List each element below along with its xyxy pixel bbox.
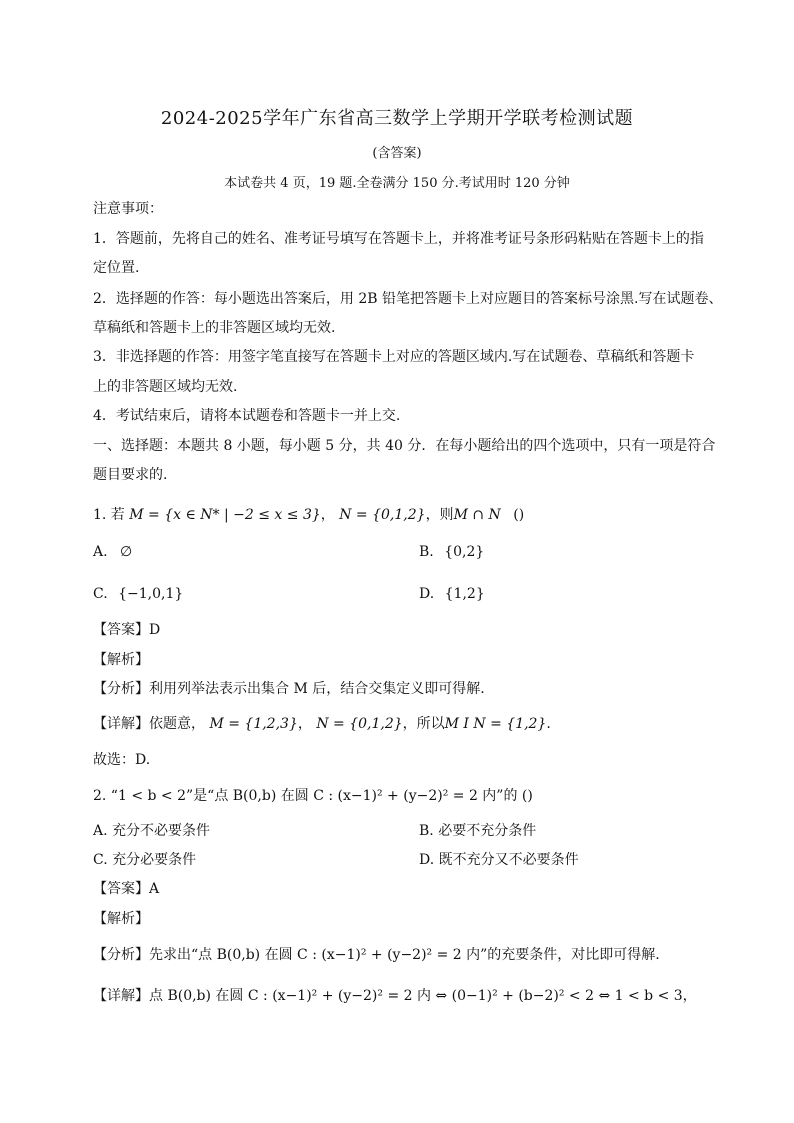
detail-set-m: M = {1,2,3} bbox=[209, 716, 298, 732]
detail-end: . bbox=[546, 716, 551, 732]
option-d-label: D. bbox=[419, 586, 435, 602]
notice-heading: 注意事项： bbox=[93, 201, 163, 217]
notice-item-3a: 3．非选择题的作答：用签字笔直接写在答题卡上对应的答题区域内.写在试题卷、草稿纸和答题卡 bbox=[93, 349, 695, 365]
option-c-label: C. bbox=[93, 586, 108, 602]
section-1-line-1: 一、选择题：本题共 8 小题，每小题 5 分，共 40 分．在每小题给出的四个选项中，只有一项是符合 bbox=[93, 438, 716, 454]
question-1-option-c bbox=[93, 585, 183, 603]
notice-item-1a: 1．答题前，先将自己的姓名、准考证号填写在答题卡上，并将准考证号条形码粘贴在答题卡上的指 bbox=[93, 231, 704, 247]
detail-result: M I N = {1,2} bbox=[444, 716, 547, 732]
option-b-label: B. bbox=[419, 544, 434, 560]
question-1-sep-1: ， bbox=[320, 507, 335, 523]
question-2-answer: 【答案】A bbox=[93, 881, 160, 897]
notice-item-2b: 草稿纸和答题卡上的非答题区域均无效. bbox=[93, 320, 336, 336]
question-1-sep-2: ，则 bbox=[425, 507, 454, 523]
question-2-option-c: C. 充分必要条件 bbox=[93, 852, 197, 868]
document-subtitle: (含答案) bbox=[372, 146, 422, 161]
question-1-answer: 【答案】D bbox=[93, 622, 161, 638]
question-2-stem: 2. “1 < b < 2”是“点 B(0,b) 在圆 C : (x−1)² + (y−2)² = 2 内”的 () bbox=[93, 788, 533, 804]
question-1-option-d bbox=[419, 585, 485, 603]
question-1-set-n: N = {0,1,2} bbox=[339, 507, 426, 523]
question-1-option-a bbox=[93, 543, 132, 561]
section-1-line-2: 题目要求的. bbox=[93, 467, 168, 483]
document-title: 2024-2025学年广东省高三数学上学期开学联考检测试题 bbox=[160, 108, 634, 129]
detail-sep: ， bbox=[297, 716, 312, 732]
option-d-value: {1,2} bbox=[444, 586, 485, 602]
detail-mid: ，所以 bbox=[402, 716, 445, 732]
option-a-value: ∅ bbox=[120, 544, 133, 560]
question-1-expression: M ∩ N bbox=[453, 507, 501, 523]
notice-item-3b: 上的非答题区域均无效. bbox=[93, 379, 238, 395]
question-1-analysis-heading: 【解析】 bbox=[93, 652, 149, 668]
question-2-analysis: 【分析】先求出“点 B(0,b) 在圆 C : (x−1)² + (y−2)² = 2 内”的充要条件，对比即可得解. bbox=[93, 947, 660, 963]
question-1-detail bbox=[93, 715, 551, 733]
question-1-choice: 故选：D. bbox=[93, 752, 151, 768]
question-2-option-d: D. 既不充分又不必要条件 bbox=[419, 852, 579, 868]
detail-prefix: 【详解】依题意， bbox=[93, 716, 205, 732]
question-1-analysis: 【分析】利用列举法表示出集合 M 后，结合交集定义即可得解. bbox=[93, 681, 485, 697]
question-1-stem bbox=[93, 506, 524, 524]
notice-item-2a: 2．选择题的作答：每小题选出答案后，用 2B 铅笔把答题卡上对应题目的答案标号涂黑.写在试题卷、 bbox=[93, 291, 723, 307]
question-1-option-b bbox=[419, 543, 484, 561]
question-1-prefix: 1. 若 bbox=[93, 507, 125, 523]
option-b-value: {0,2} bbox=[444, 544, 485, 560]
question-2-option-b: B. 必要不充分条件 bbox=[419, 823, 537, 839]
question-1-set-m: M = {x ∈ N* | −2 ≤ x ≤ 3} bbox=[129, 507, 321, 523]
question-2-analysis-heading: 【解析】 bbox=[93, 911, 149, 927]
question-2-detail: 【详解】点 B(0,b) 在圆 C : (x−1)² + (y−2)² = 2 内 ⇔ (0−1)² + (b−2)² < 2 ⇔ 1 < b < 3， bbox=[93, 988, 697, 1004]
option-c-value: {−1,0,1} bbox=[118, 586, 184, 602]
detail-set-n: N = {0,1,2} bbox=[316, 716, 403, 732]
notice-item-4: 4．考试结束后，请将本试题卷和答题卡一并上交. bbox=[93, 408, 401, 424]
notice-item-1b: 定位置. bbox=[93, 260, 140, 276]
question-1-paren: () bbox=[513, 507, 525, 523]
exam-info: 本试卷共 4 页，19 题.全卷满分 150 分.考试用时 120 分钟 bbox=[224, 176, 570, 191]
question-2-option-a: A. 充分不必要条件 bbox=[93, 823, 211, 839]
option-a-label: A. bbox=[93, 544, 108, 560]
